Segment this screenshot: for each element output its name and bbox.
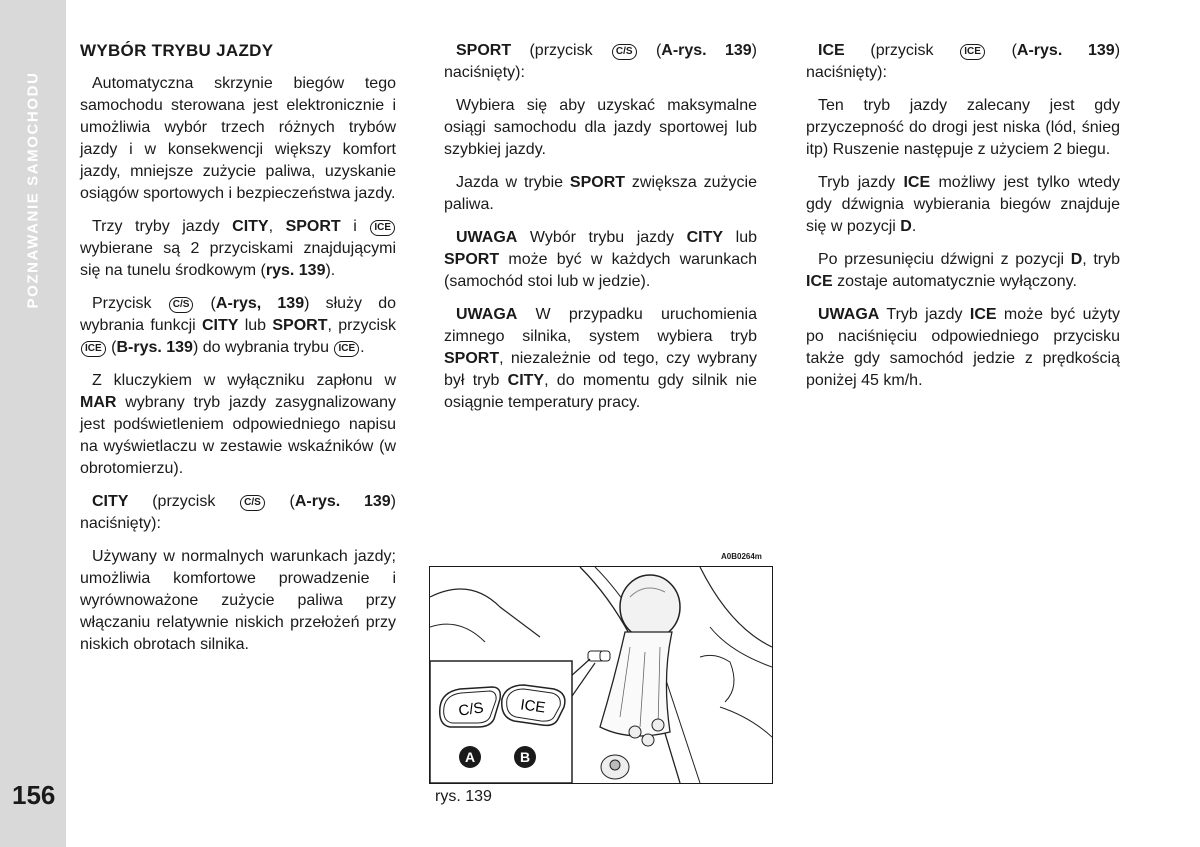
marker-a: A: [464, 749, 476, 765]
figure-caption: rys. 139: [435, 788, 492, 805]
modes-paragraph: Trzy tryby jazdy CITY, SPORT i ICE wybierane są 2 przyciskami znajdującymi się na tunelu środkowym (rys. 139).: [80, 218, 396, 279]
buttons-paragraph: Przycisk C/S (A-rys, 139) służy do wybrania funkcji CITY lub SPORT, przycisk ICE (B-rys. 139) do wybrania trybu ICE .: [80, 295, 397, 356]
page-number: 156: [12, 780, 56, 810]
figure-illustration: [429, 566, 773, 784]
section-heading: WYBÓR TRYBU JAZDY: [80, 41, 274, 60]
text-column-1: [80, 40, 396, 667]
cs-button-icon: C/S: [169, 297, 194, 313]
intro-paragraph: Automatyczna skrzynie biegów tego samochodu sterowana jest elektronicznie i umożliwia wybór trzech różnych trybów jazdy i w konsekwencji większy komfort jazdy, mniejsze zużycie paliwa, uzyskanie osiągów sportowych i bezpieczeństwa jazdy.: [80, 75, 396, 202]
section-label: POZNAWANIE SAMOCHODU: [24, 71, 42, 309]
cs-button-icon: C/S: [240, 495, 265, 511]
button-a-label: C/S: [457, 699, 485, 720]
figure-code: A0B0264m: [721, 552, 762, 561]
sport-mode-paragraph: SPORT (przycisk C/S (A-rys. 139) naciśnięty):: [444, 42, 757, 81]
ice-button-icon: ICE: [960, 44, 985, 60]
city-description-paragraph: Używany w normalnych warunkach jazdy; umożliwia komfortowe prowadzenie i wyrównoważone zużycie paliwa przy włączaniu relatywnie niskich przełożeń przy niskich obrotach silnika.: [80, 548, 396, 653]
city-mode-paragraph: CITY (przycisk C/S (A-rys. 139) naciśnięty):: [80, 493, 396, 532]
ice-mode-paragraph: ICE (przycisk ICE (A-rys. 139) naciśnięty):: [806, 42, 1121, 81]
gear-lever-illustration: [430, 567, 772, 783]
ice-off-paragraph: Po przesunięciu dźwigni z pozycji D, tryb ICE zostaje automatycznie wyłączony.: [806, 251, 1121, 290]
sport-consumption-paragraph: Jazda w trybie SPORT zwiększa zużycie paliwa.: [444, 174, 757, 213]
warning-paragraph-2: UWAGA W przypadku uruchomienia zimnego silnika, system wybiera tryb SPORT, niezależnie od tego, czy wybrany był tryb CITY, do momentu gdy silnik nie osiągnie temperatury pracy.: [444, 306, 758, 411]
text-column-3: [806, 40, 1120, 403]
ignition-paragraph: Z kluczykiem w wyłączniku zapłonu w MAR wybrany tryb jazdy zasygnalizowany jest podświetleniem odpowiedniego napisu na wyświetlaczu w zestawie wskaźników (w obrotomierzu).: [80, 372, 396, 477]
marker-b: B: [519, 749, 531, 765]
sport-description-paragraph: Wybiera się aby uzyskać maksymalne osiągi samochodu dla jazdy sportowej lub szybkiej jazdy.: [444, 97, 757, 158]
ice-condition-paragraph: Tryb jazdy ICE możliwy jest tylko wtedy gdy dźwignia wybierania biegów znajduje się w pozycji D.: [806, 174, 1120, 235]
button-b-label: ICE: [519, 696, 547, 717]
ice-button-icon: ICE: [334, 341, 359, 357]
warning-paragraph-3: UWAGA Tryb jazdy ICE może być użyty po naciśnięciu odpowiedniego przycisku także gdy samochód jedzie z prędkością poniżej 45 km/h.: [806, 306, 1120, 389]
text-column-2: [444, 40, 757, 425]
cs-button-icon: C/S: [612, 44, 637, 60]
ice-button-icon: ICE: [81, 341, 106, 357]
warning-paragraph-1: UWAGA Wybór trybu jazdy CITY lub SPORT może być w każdych warunkach (samochód stoi lub w jedzie).: [444, 229, 757, 290]
ice-button-icon: ICE: [370, 220, 395, 236]
ice-description-paragraph: Ten tryb jazdy zalecany jest gdy przyczepność do drogi jest niska (lód, śnieg itp) Ruszenie następuje z użyciem 2 biegu.: [806, 97, 1120, 158]
sidebar: [0, 0, 66, 847]
